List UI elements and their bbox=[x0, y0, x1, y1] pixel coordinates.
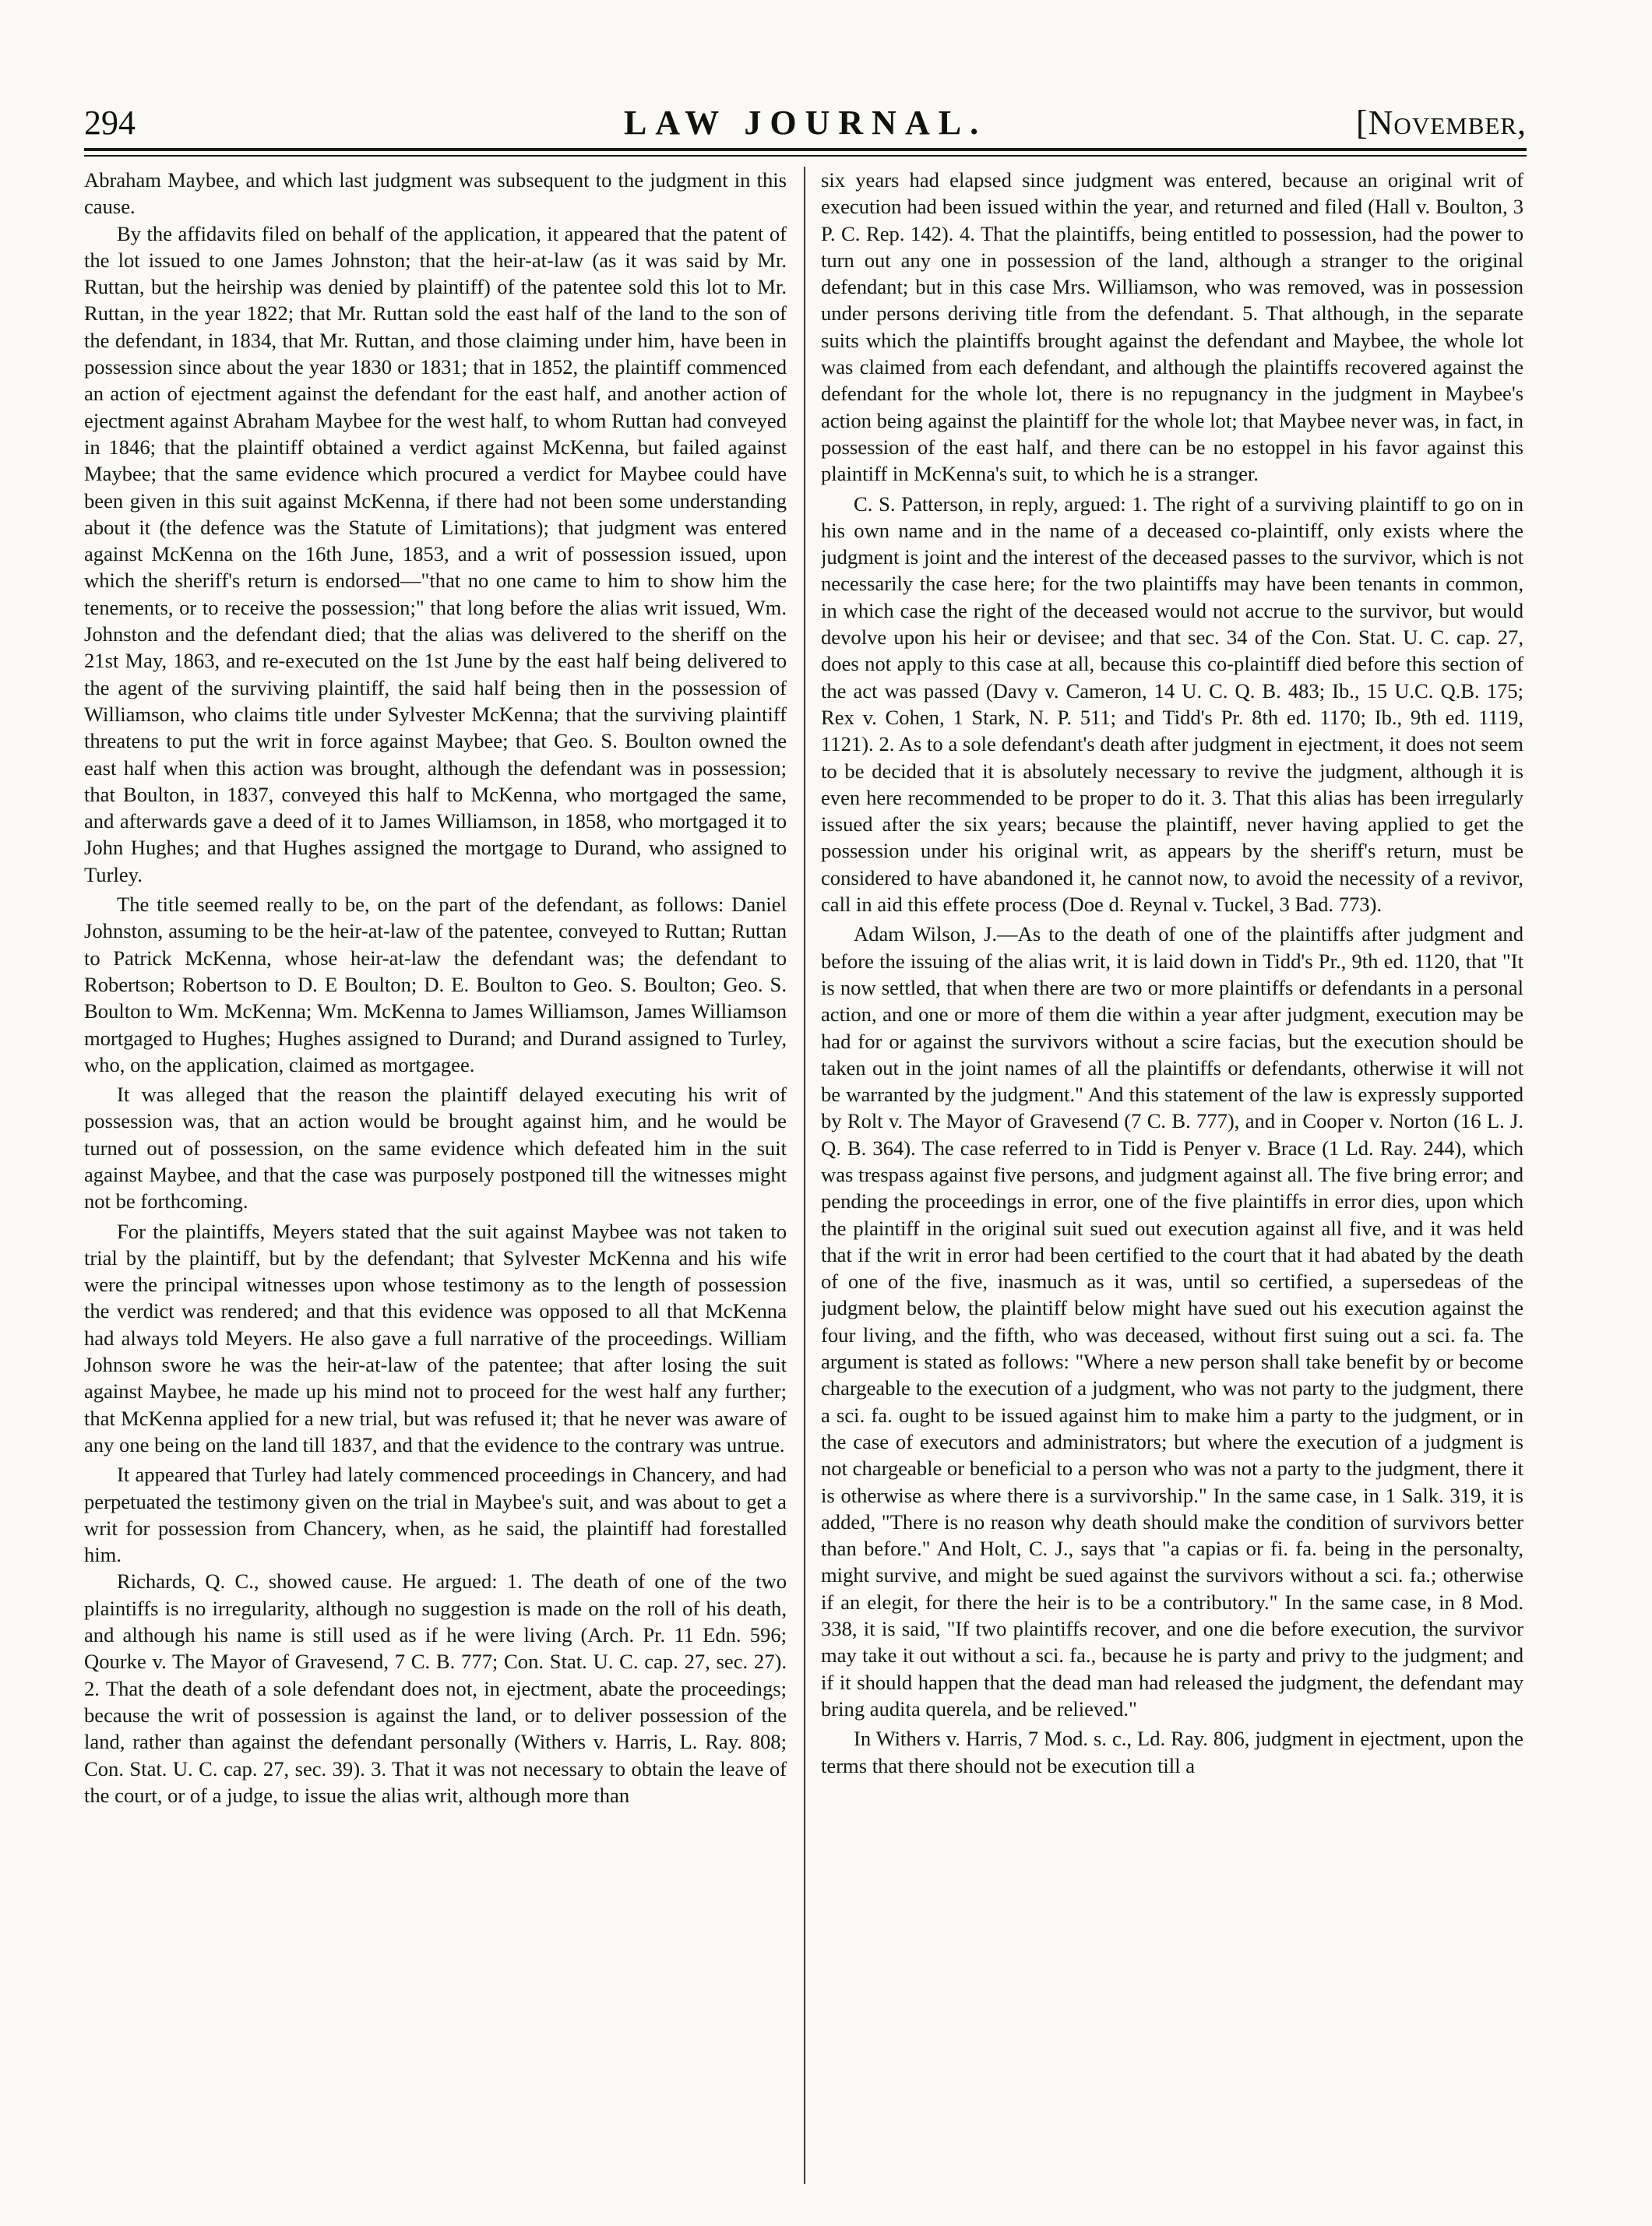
paragraph: In Withers v. Harris, 7 Mod. s. c., Ld. Ray. 806, judgment in ejectment, upon the terms that there should not be execution till a bbox=[821, 1727, 1523, 1777]
header-rule-thin bbox=[84, 155, 1527, 157]
paragraph: Abraham Maybee, and which last judgment was subsequent to the judgment in this cause. bbox=[84, 168, 787, 219]
paragraph: It appeared that Turley had lately commenced proceedings in Chancery, and had perpetuated the testimony given on the trial in Maybee's suit, and was about to get a writ for possession from Chancery, when, as he said, the plaintiff had forestalled him. bbox=[84, 1463, 787, 1567]
page-number: 294 bbox=[84, 104, 136, 142]
journal-title: LAW JOURNAL. bbox=[623, 104, 988, 142]
column-divider bbox=[804, 167, 805, 2184]
paragraph: C. S. Patterson, in reply, argued: 1. The right of a surviving plaintiff to go on in his own name and in the name of a deceased co-plaintiff, only exists where the judgment is joint and the interest of the deceased passes to the survivor, which is not necessarily the case here; for the two plaintiffs may have been tenants in common, in which case the right of the deceased would not accrue to the survivor, but would devolve upon his heir or devisee; and that sec. 34 of the Con. Stat. U. C. cap. 27, does not apply to this case at all, because this co-plaintiff died before this section of the act was passed (Davy v. Cameron, 14 U. C. Q. B. 483; Ib., 15 U.C. Q.B. 175; Rex v. Cohen, 1 Stark, N. P. 511; and Tidd's Pr. 8th ed. 1170; Ib., 9th ed. 1119, 1121). 2. As to a sole defendant's death after judgment in ejectment, it does not seem to be decided that it is absolutely necessary to revive the judgment, although it is even here recommended to be proper to do it. 3. That this alias has been irregularly issued after the six years; because the plaintiff, never having applied to get the possession under his original writ, as appears by the sheriff's return, must be considered to have abandoned it, he cannot now, to avoid the necessity of a revivor, call in aid this effete process (Doe d. Reynal v. Tuckel, 3 Bad. 773). bbox=[821, 491, 1523, 917]
paragraph: The title seemed really to be, on the part of the defendant, as follows: Daniel Johnston, assuming to be the heir-at-law of the patentee, conveyed to Ruttan; Ruttan to Patrick McKenna, whose heir-at-law the defendant was; the defendant to Robertson; Robertson to D. E Boulton; D. E. Boulton to Geo. S. Boulton; Geo. S. Boulton to Wm. McKenna; Wm. McKenna to James Williamson, James Williamson mortgaged to Hughes; Hughes assigned to Durand; and Durand assigned to Turley, who, on the application, claimed as mortgagee. bbox=[84, 893, 787, 1076]
paragraph: For the plaintiffs, Meyers stated that the suit against Maybee was not taken to trial by the plaintiff, but by the defendant; that Sylvester McKenna and his wife were the principal witnesses upon whose testimony as to the length of possession the verdict was rendered; and that this evidence was opposed to all that McKenna had always told Meyers. He also gave a full narrative of the proceedings. William Johnson swore he was the heir-at-law of the patentee; that after losing the suit against Maybee, he made up his mind not to proceed for the west half any further; that McKenna applied for a new trial, but was refused it; that he never was aware of any one being on the land till 1837, and that the evidence to the contrary was untrue. bbox=[84, 1219, 787, 1456]
header-rule-thick bbox=[84, 148, 1527, 151]
left-column bbox=[84, 167, 787, 2192]
paragraph: Richards, Q. C., showed cause. He argued: 1. The death of one of the two plaintiffs is no irregularity, although no suggestion is made on the roll of his death, and although his name is still used as if he were living (Arch. Pr. 11 Edn. 596; Qourke v. The Mayor of Gravesend, 7 C. B. 777; Con. Stat. U. C. cap. 27, sec. 27). 2. That the death of a sole defendant does not, in ejectment, abate the proceedings; because the writ of possession is against the land, or to deliver possession of the land, rather than against the defendant personally (Withers v. Harris, L. Ray. 808; Con. Stat. U. C. cap. 27, sec. 39). 3. That it was not necessary to obtain the leave of the court, or of a judge, to issue the alias writ, although more than bbox=[84, 1569, 787, 1807]
header-month: [November, bbox=[1356, 104, 1527, 142]
paragraph: By the affidavits filed on behalf of the application, it appeared that the patent of the lot issued to one James Johnston; that the heir-at-law (as it was said by Mr. Ruttan, but the heirship was denied by plaintiff) of the patentee sold this lot to Mr. Ruttan, in the year 1822; that Mr. Ruttan sold the east half of the land to the son of the defendant, in 1834, that Mr. Ruttan, and those claiming under him, have been in possession since about the year 1830 or 1831; that in 1852, the plaintiff commenced an action of ejectment against the defendant for the east half, and another action of ejectment against Abraham Maybee for the west half, to whom Ruttan had conveyed in 1846; that the plaintiff obtained a verdict against McKenna, but failed against Maybee; that the same evidence which procured a verdict for Maybee could have been given in this suit against McKenna, if there had not been some understanding about it (the defence was the Statute of Limitations); that judgment was entered against McKenna on the 16th June, 1853, and a writ of possession issued, upon which the sheriff's return is endorsed—"that no one came to him to show him the tenements, or to receive the possession;" that long before the alias writ issued, Wm. Johnston and the defendant died; that the alias was delivered to the sheriff on the 21st May, 1863, and re-executed on the 1st June by the east half being delivered to the agent of the surviving plaintiff, the said half being then in the possession of Williamson, who claims title under Sylvester McKenna; that the surviving plaintiff threatens to put the writ in force against Maybee; that Geo. S. Boulton owned the east half when this action was brought, although the defendant was in possession; that Boulton, in 1837, conveyed this half to McKenna, who mortgaged the same, and afterwards gave a deed of it to James Williamson, in 1858, who mortgaged it to John Hughes; and that Hughes assigned the mortgage to Durand, who assigned to Turley. bbox=[84, 221, 787, 886]
running-header bbox=[84, 100, 1527, 148]
right-column bbox=[821, 167, 1523, 2192]
paragraph: six years had elapsed since judgment was entered, because an original writ of execution had been issued within the year, and returned and filed (Hall v. Boulton, 3 P. C. Rep. 142). 4. That the plaintiffs, being entitled to possession, had the power to turn out any one in possession of the land, although a stranger to the original defendant; but in this case Mrs. Williamson, who was removed, was in possession under persons deriving title from the defendant. 5. That although, in the separate suits which the plaintiffs brought against the defendant and Maybee, the whole lot was claimed from each defendant, and although the plaintiffs recovered against the defendant for the whole lot, there is no repugnancy in the judgment in Maybee's action being against the plaintiff for the whole lot; that Maybee never was, in fact, in possession of the east half, and there can be no estoppel in his favor against this plaintiff in McKenna's suit, to which he is a stranger. bbox=[821, 168, 1523, 486]
paragraph: Adam Wilson, J.—As to the death of one of the plaintiffs after judgment and before the issuing of the alias writ, it is laid down in Tidd's Pr., 9th ed. 1120, that "It is now settled, that when there are two or more plaintiffs or defendants in a personal action, and one or more of them die within a year after judgment, execution may be had for or against the survivors without a scire facias, but the execution should be taken out in the joint names of all the plaintiffs or defendants, otherwise it will not be warranted by the judgment." And this statement of the law is expressly supported by Rolt v. The Mayor of Gravesend (7 C. B. 777), and in Cooper v. Norton (16 L. J. Q. B. 364). The case referred to in Tidd is Penyer v. Brace (1 Ld. Ray. 244), which was trespass against five persons, and judgment against all. The five bring error; and pending the proceedings in error, one of the five plaintiffs in error dies, upon which the plaintiff in the original suit sued out execution against all five, and it was held that if the writ in error had been certified to the court that it had abated by the death of one of the five, inasmuch as it was, until so certified, a supersedeas of the judgment below, the plaintiff below might have sued out his execution against the four living, and the fifth, who was deceased, without first suing out a sci. fa. The argument is stated as follows: "Where a new person shall take benefit by or become chargeable to the execution of a judgment, who was not party to the judgment, there a sci. fa. ought to be issued against him to make him a party to the judgment, or in the case of executors and administrators; but where the execution of a judgment is not chargeable or beneficial to a person who was not a party to the judgment, there it is otherwise as where there is a survivorship." In the same case, in 1 Salk. 319, it is added, "There is no reason why death should make the condition of survivors better than before." And Holt, C. J., says that "a capias or fi. fa. being in the personalty, might survive, and might be sued against the survivors without a sci. fa.; otherwise if an elegit, for there the heir is to be a contributory." In the same case, in 8 Mod. 338, it is said, "If two plaintiffs recover, and one die before execution, the survivor may take it out without a sci. fa., because he is party and privy to the judgment; and if it should happen that the dead man had released the judgment, the defendant may bring audita querela, and be relieved." bbox=[821, 922, 1523, 1721]
paragraph: It was alleged that the reason the plaintiff delayed executing his writ of possession was, that an action would be brought against him, and he would be turned out of possession, on the same evidence which defeated him in the suit against Maybee, and that the case was purposely postponed till the witnesses might not be forthcoming. bbox=[84, 1083, 787, 1213]
